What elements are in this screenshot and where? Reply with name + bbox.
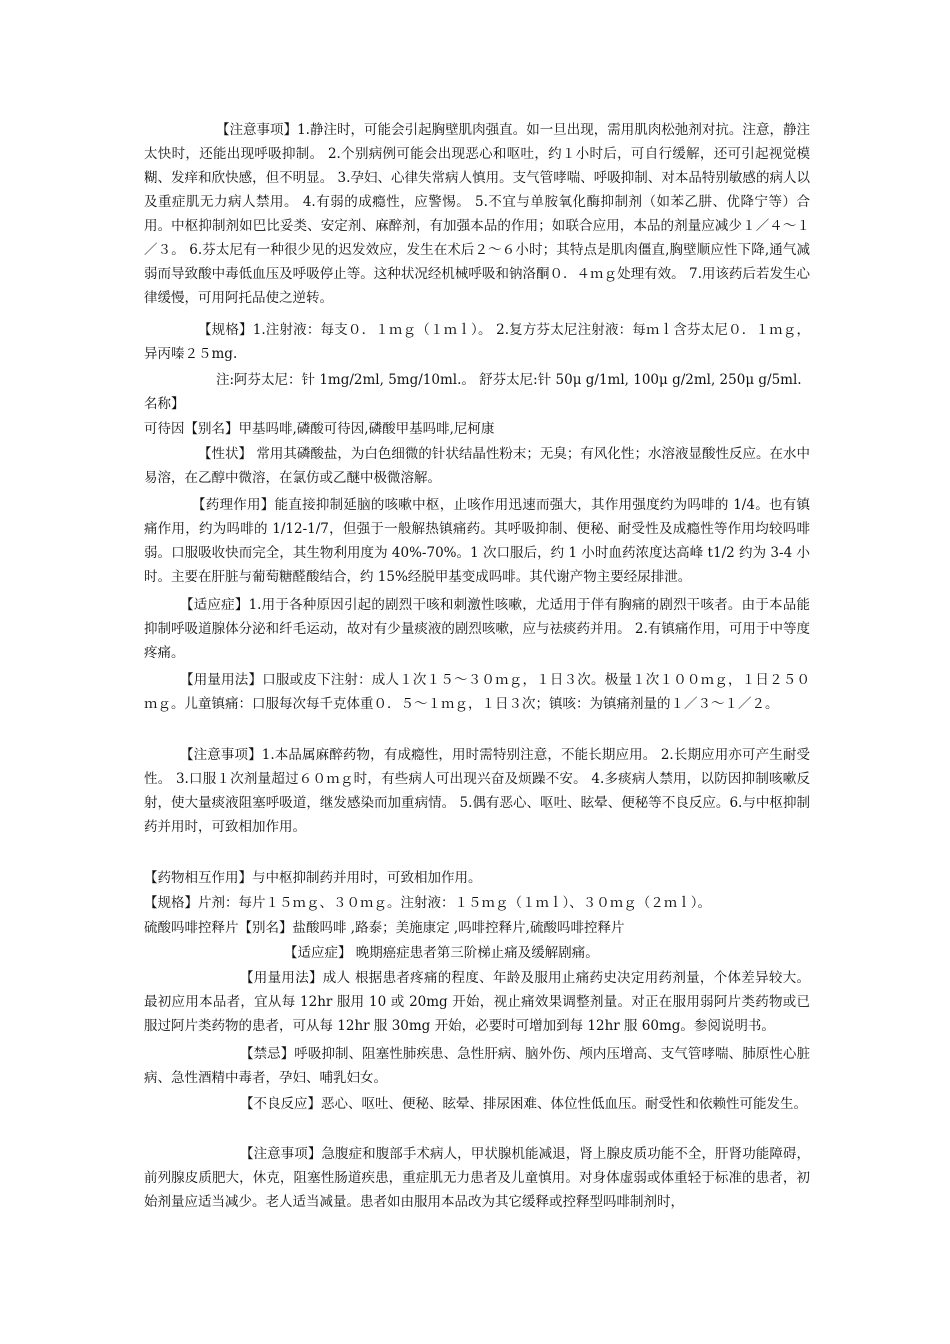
paragraph-codeine-precautions: 【注意事项】1.本品属麻醉药物，有成瘾性，用时需特别注意，不能长期应用。 2.长期应用亦可产生耐受性。 3.口服１次剂量超过６０ｍｇ时，有些病人可出现兴奋及烦躁不安。 4.多痰病人禁用，以防因抑制咳嗽反射，使大量痰液阻塞呼吸道，继发感染而加重病情。 5.偶有恶心、呕吐、眩晕、便秘等不良反应。6.与中枢抑制药并用时，可致相加作用。 [144, 747, 810, 835]
paragraph-fentanyl-precautions: 【注意事项】1.静注时，可能会引起胸壁肌肉强直。如一旦出现，需用肌肉松弛剂对抗。注意，静注太快时，还能出现呼吸抑制。 2.个别病例可能会出现恶心和呕吐，约１小时后，可自行缓解，还可引起视觉模糊、发痒和欣快感，但不明显。 3.孕妇、心律失常病人慎用。支气管哮喘、呼吸抑制、对本品特别敏感的病人以及重症肌无力病人禁用。 4.有弱的成瘾性，应警惕。 5.不宜与单胺氧化酶抑制剂（如苯乙肼、优降宁等）合用。中枢抑制剂如巴比妥类、安定剂、麻醉剂，有加强本品的作用；如联合应用，本品的剂量应减少１／４～１／３。 6.芬太尼有一种很少见的迟发效应，发生在术后２～６小时；其特点是肌肉僵直,胸壁顺应性下降,通气减弱而导致酸中毒低血压及呼吸停止等。这种状况经机械呼吸和钠洛酮０．４ｍｇ处理有效。 7.用该药后若发生心律缓慢，可用阿托品使之逆转。 [144, 122, 810, 306]
paragraph-morphine-adverse-reactions: 【不良反应】恶心、呕吐、便秘、眩晕、排尿困难、体位性低血压。耐受性和依赖性可能发生。 [240, 1096, 807, 1112]
paragraph-morphine-dosage: 【用量用法】成人 根据患者疼痛的程度、年龄及服用止痛药史决定用药剂量，个体差异较大。最初应用本品者，宜从每 12hr 服用 10 或 20mg 开始，视止痛效果调整剂量。对正在服用弱阿片类药物或已服过阿片类药物的患者，可从每 12hr 服 30mg 开始，必要时可增加到每 12hr 服 60mg。参阅说明书。 [144, 970, 810, 1034]
paragraph-fentanyl-specs: 【规格】1.注射液：每支０．１ｍｇ（１ｍｌ）。 2.复方芬太尼注射液：每ｍｌ含芬太尼０．１ｍｇ，异丙嗪２５mg. [144, 322, 810, 362]
paragraph-morphine-indications: 【适应症】 晚期癌症患者第三阶梯止痛及缓解剧痛。 [284, 945, 599, 961]
paragraph-fentanyl-note: 注:阿芬太尼：针 1mg/2ml, 5mg/10ml.。 舒芬太尼:针 50μ g/1ml, 100μ g/2ml, 250μ g/5ml. [216, 372, 802, 388]
paragraph-codeine-alias: 可待因【别名】甲基吗啡,磷酸可待因,磷酸甲基吗啡,尼柯康 [144, 421, 495, 437]
paragraph-codeine-dosage: 【用量用法】口服或皮下注射：成人１次１５～３０ｍｇ，１日３次。极量１次１００ｍｇ，１日２５０ｍｇ。儿童镇痛：口服每次每千克体重０．５～１ｍｇ，１日３次；镇咳：为镇痛剂量的１／３～１／２。 [144, 672, 810, 712]
paragraph-codeine-interactions: 【药物相互作用】与中枢抑制药并用时，可致相加作用。 [144, 870, 482, 886]
paragraph-morphine-alias: 硫酸吗啡控释片【别名】盐酸吗啡 ,路泰；美施康定 ,吗啡控释片,硫酸吗啡控释片 [144, 920, 625, 936]
paragraph-codeine-specs: 【规格】片剂：每片１５ｍｇ、３０ｍｇ。注射液：１５ｍｇ（１ｍｌ）、３０ｍｇ（２ｍｌ）。 [144, 895, 711, 911]
paragraph-codeine-indications: 【适应症】1.用于各种原因引起的剧烈干咳和刺激性咳嗽，尤适用于伴有胸痛的剧烈干咳者。由于本品能抑制呼吸道腺体分泌和纤毛运动，故对有少量痰液的剧烈咳嗽，应与祛痰药并用。 2.有镇痛作用，可用于中等度疼痛。 [144, 597, 810, 661]
paragraph-name-heading: 名称】 [144, 396, 185, 412]
paragraph-morphine-precautions: 【注意事项】急腹症和腹部手术病人，甲状腺机能减退，肾上腺皮质功能不全，肝肾功能障碍，前列腺皮质肥大，休克，阻塞性肠道疾患，重症肌无力患者及儿童慎用。对身体虚弱或体重轻于标准的患者，初始剂量应适当减少。老人适当减量。患者如由服用本品改为其它缓释或控释型吗啡制剂时， [144, 1146, 810, 1210]
paragraph-morphine-contraindications: 【禁忌】呼吸抑制、阻塞性肺疾患、急性肝病、脑外伤、颅内压增高、支气管哮喘、肺原性心脏病、急性酒精中毒者，孕妇、哺乳妇女。 [144, 1046, 810, 1086]
paragraph-codeine-properties: 【性状】 常用其磷酸盐，为白色细微的针状结晶性粉末；无臭；有风化性；水溶液显酸性反应。在水中易溶，在乙醇中微溶，在氯仿或乙醚中极微溶解。 [144, 446, 810, 486]
paragraph-codeine-pharmacology: 【药理作用】能直接抑制延脑的咳嗽中枢，止咳作用迅速而强大，其作用强度约为吗啡的 1/4。也有镇痛作用，约为吗啡的 1/12-1/7，但强于一般解热镇痛药。其呼吸抑制、便秘、耐受性及成瘾性等作用均较吗啡弱。口服吸收快而完全，其生物利用度为 40%-70%。1 次口服后，约 1 小时血药浓度达高峰 t1/2 约为 3-4 小时。主要在肝脏与葡萄糖醛酸结合，约 15%经脱甲基变成吗啡。其代谢产物主要经尿排泄。 [144, 497, 810, 585]
